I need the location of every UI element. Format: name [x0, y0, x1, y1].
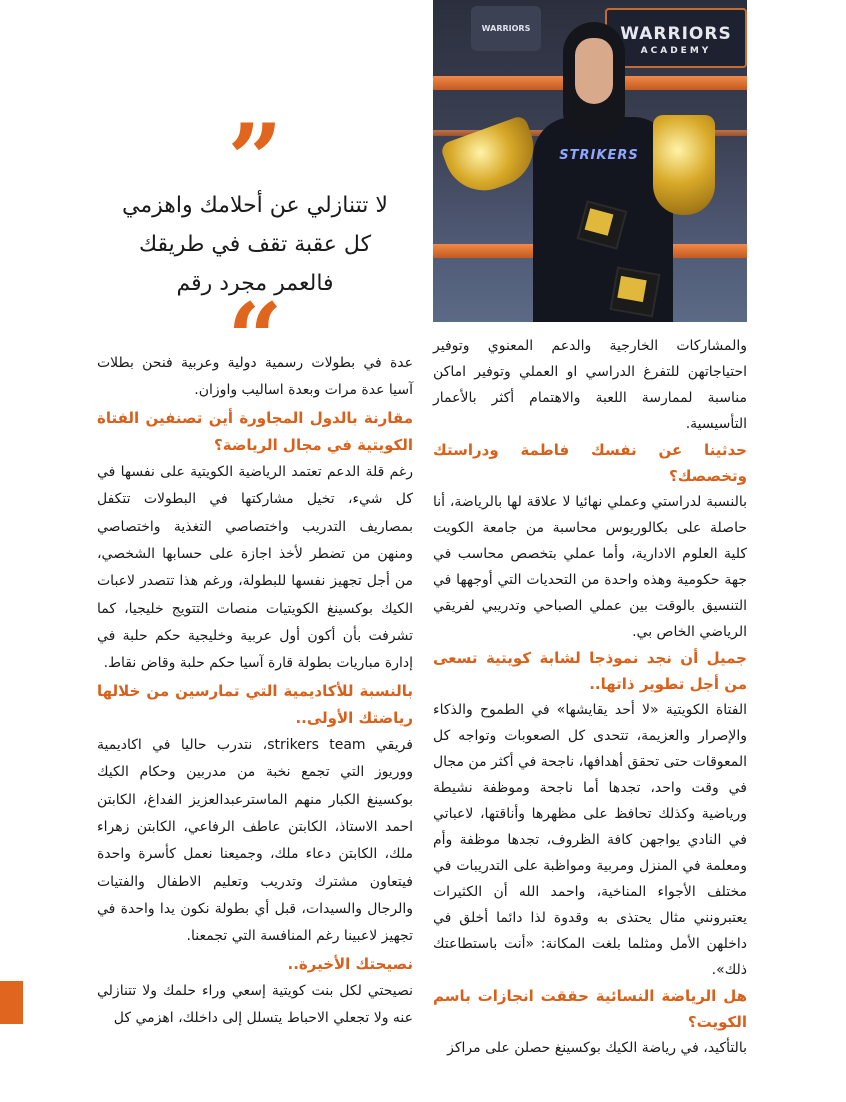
trophy-left	[439, 114, 544, 201]
paragraph: الفتاة الكويتية «لا أحد يقايشها» في الطموح والذكاء والإصرار والعزيمة، تتحدى كل الصعوبات وتواجه كل المعوقات حتى تحقق أهدافها، ناجحة في أكثر من مجال في وقت واحد، تجدها أما ناجحة وموظفة نشيطة ورياضية وكذلك تحافظ على مظهرها وأناقتها، لاعباتي في النادي يواجهن كافة الظروف، تجدها موظفة وأم ومعلمة في المنزل ومربية ومواظبة على التدريبات في مختلف الأجواء المناخية، واحمد الله أن الكثيرات يعتبرونني مثال يحتذى به وقدوة لذا دائما أخلق في داخلهن الأمل ومثلما بلغت المكانة: «أنت باستطاعتك ذلك».	[432, 702, 747, 978]
question-heading: مقارنة بالدول المجاورة أين تصنفين الفتاة الكويتية في مجال الرياضة؟	[97, 408, 413, 454]
trophy-right	[653, 115, 715, 215]
article-column-right	[433, 333, 747, 1061]
article-column-left	[97, 350, 413, 1032]
paragraph: بالتأكيد، في رياضة الكيك بوكسينغ حصلن على مراكز	[447, 1040, 747, 1056]
banner-title: WARRIORS	[620, 24, 732, 44]
page-edge-tab	[0, 981, 23, 1024]
question-heading: جميل أن نجد نموذجا لشابة كويتية تسعى من أجل تطوير ذاتها..	[433, 649, 747, 693]
question-heading: بالنسبة للأكاديمية التي تمارسين من خلالها رياضتك الأولى..	[97, 681, 413, 727]
article-photo	[433, 0, 747, 322]
paragraph: رغم قلة الدعم تعتمد الرياضية الكويتية على نفسها في كل شيء، تخيل مشاركتها في البطولات تتكفل بمصاريف التدريب واختصاصي التغذية واختصاصي ومنهن من تضطر لأخذ اجازة على حسابها الشخصي، من أجل تجهيز نفسها للبطولة، ورغم هذا تتصدر لاعبات الكيك بوكسينغ الكويتيات منصات التتويج خليجيا، كما تشرفت بأن أكون أول عربية وخليجية حكم حلبة في إدارة مباريات بطولة قارة آسيا حكم حلبة وقاض نقاط.	[97, 464, 413, 672]
quote-close-icon: “	[227, 282, 283, 395]
paragraph: عدة في بطولات رسمية دولية وعربية فنحن بطلات آسيا عدة مرات وبعدة اساليب واوزان.	[97, 355, 413, 399]
question-heading: حدثينا عن نفسك فاطمة ودراستك وتخصصك؟	[433, 441, 747, 485]
quote-line: كل عقبة تقف في طريقك	[138, 232, 372, 257]
paragraph: والمشاركات الخارجية والدعم المعنوي وتوفير احتياجاتهن للتفرغ الدراسي او العملي وتوفير اماكن مناسبة لممارسة اللعبة والاهتمام أكثر بالأعمار التأسيسية.	[433, 338, 747, 432]
trophy-plate	[617, 276, 646, 302]
shirt-logo: STRIKERS	[559, 148, 639, 163]
question-heading: نصيحتك الأخيرة..	[287, 954, 413, 973]
paragraph: بالنسبة لدراستي وعملي نهائيا لا علاقة لها بالرياضة، أنا حاصلة على بكالوريوس محاسبة من جامعة الكويت كلية العلوم الادارية، وأما عملي بتخصص محاسب في جهة حكومية وهذه واحدة من التحديات التي أوجهها في التنسيق بالوقت بين عملي الصباحي وتدريبي لفريقي الرياضي الخاص بي.	[433, 494, 747, 640]
paragraph: فريقي strikers team، نتدرب حاليا في اكاديمية ووريوز التي تجمع نخبة من مدربين وحكام الكيك بوكسينغ الكبار منهم الماسترعبدالعزيز الفداغ، الكابتن احمد الاستاذ، الكابتن عاطف الرفاعي، الكابتن زهراء ملك، الكابتن دعاء ملك، وجميعنا نعمل كأسرة واحدة فيتعاون مشترك وتدريب وتعليم الاطفال والفتيات والرجال والسيدات، قبل أي بطولة نكون يدا واحدة في تجهيز لاعبينا رغم المنافسة التي تجمعنا.	[97, 737, 414, 945]
athlete-face	[575, 38, 613, 104]
photo-small-banner: WARRIORS	[471, 6, 541, 51]
banner-subtitle: ACADEMY	[640, 46, 712, 56]
question-heading: هل الرياضة النسائية حققت انجازات باسم الكويت؟	[433, 987, 747, 1031]
quote-open-icon: ”	[227, 103, 283, 216]
quote-line: فالعمر مجرد رقم	[176, 271, 334, 296]
paragraph: نصيحتي لكل بنت كويتية إسعي وراء حلمك ولا تتنازلي عنه ولا تجعلي الاحباط يتسلل إلى داخلك، اهزمي كل	[97, 982, 413, 1027]
quote-line: لا تتنازلي عن أحلامك واهزمي	[122, 193, 388, 218]
